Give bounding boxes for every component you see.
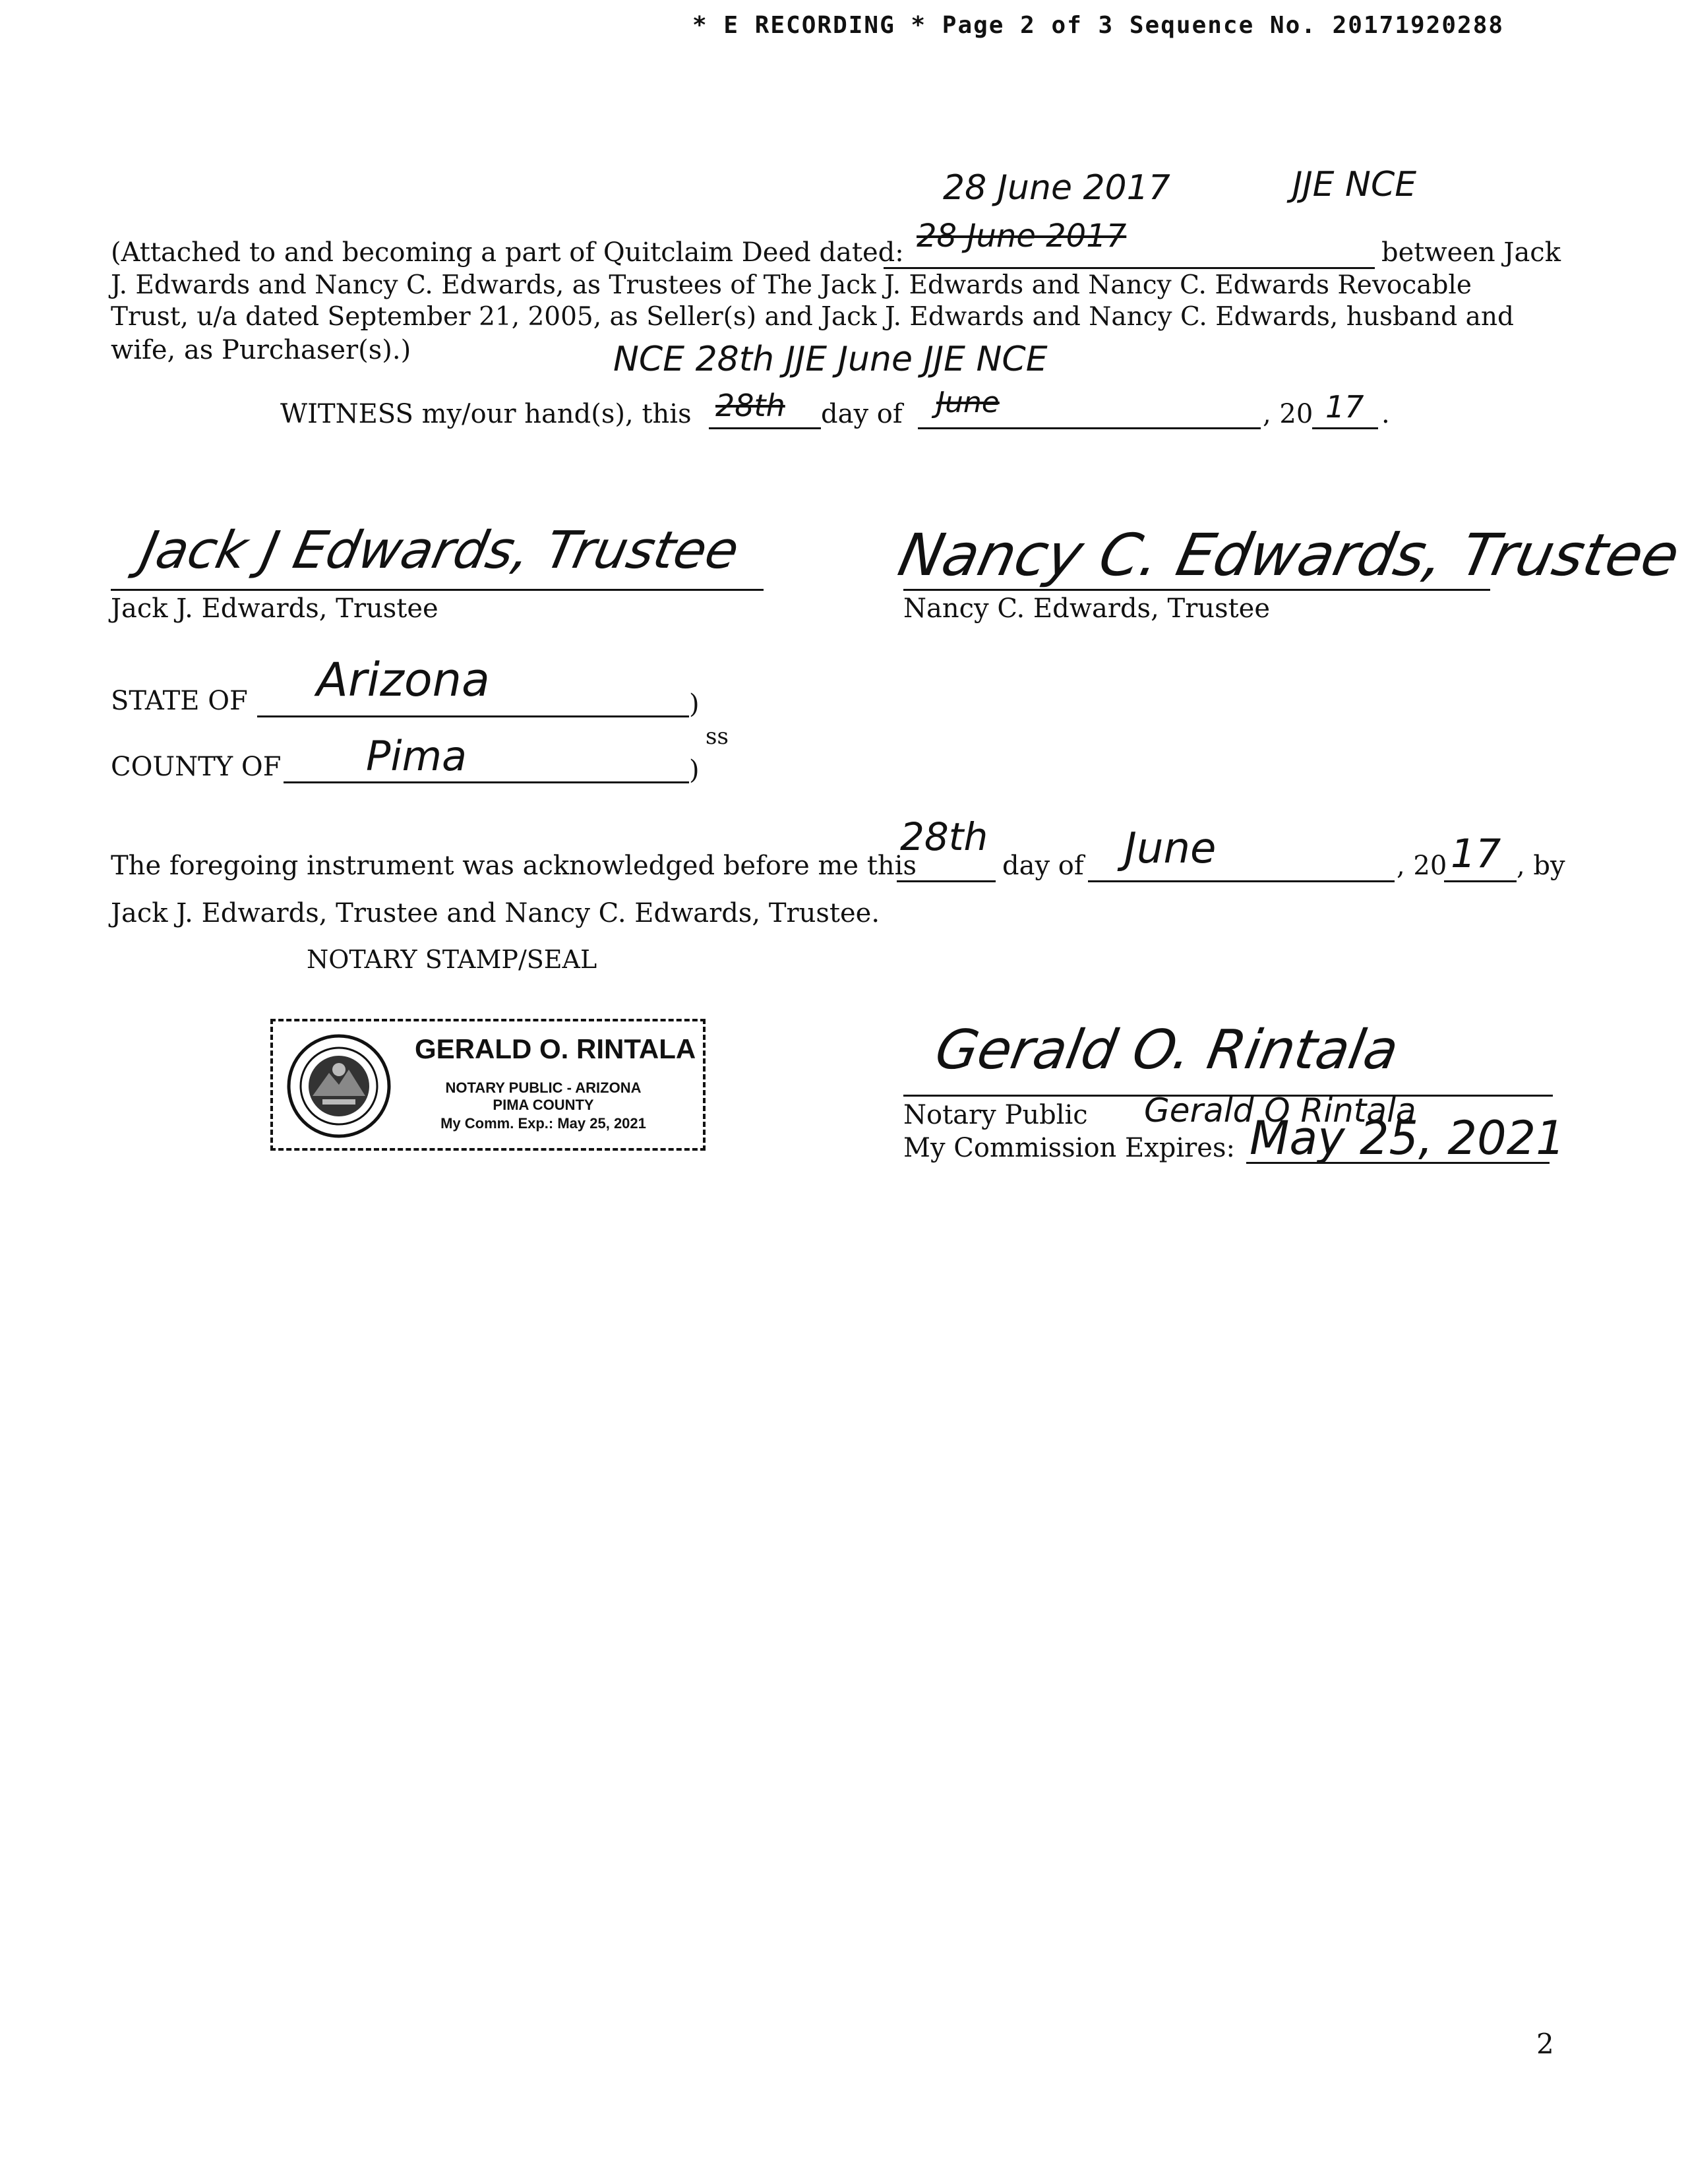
county-paren: ) — [689, 755, 700, 785]
witness-day-struck: 28th — [715, 388, 785, 423]
witness-month-struck: June — [936, 386, 1000, 419]
handwritten-initials-above: JJE NCE — [1292, 165, 1417, 204]
stamp-name: GERALD O. RINTALA — [415, 1033, 696, 1064]
ack-month-line — [1088, 880, 1395, 882]
recording-header: * E RECORDING * Page 2 of 3 Sequence No. 20171920288 — [692, 12, 1505, 39]
jack-signature-line — [111, 589, 764, 591]
arizona-seal-icon — [286, 1033, 392, 1139]
stamp-line-1: NOTARY PUBLIC - ARIZONA — [445, 1079, 642, 1096]
ack-year-prefix: , 20 — [1397, 851, 1447, 881]
stamp-line-3: My Comm. Exp.: May 25, 2021 — [440, 1115, 646, 1132]
handwritten-initials-line: NCE 28th JJE June JJE NCE — [613, 340, 1048, 379]
nancy-signature-line — [903, 589, 1490, 591]
witness-day-line — [709, 427, 821, 429]
handwritten-date-struck: 28 June 2017 — [917, 218, 1127, 255]
ack-by: , by — [1517, 851, 1565, 881]
stamp-seal-label: NOTARY STAMP/SEAL — [307, 945, 597, 974]
attached-line-4: wife, as Purchaser(s).) — [111, 335, 411, 365]
deed-date-line — [884, 267, 1375, 269]
ack-day-line — [897, 880, 996, 882]
county-label: COUNTY OF — [111, 752, 282, 782]
county-line — [284, 781, 689, 783]
notary-signature: Gerald O. Rintala — [930, 1019, 1403, 1081]
ack-month: June — [1124, 824, 1217, 873]
nancy-signature: Nancy C. Edwards, Trustee — [893, 521, 1686, 589]
witness-end: . — [1381, 399, 1390, 429]
state-line — [257, 715, 689, 717]
witness-year-line — [1312, 427, 1378, 429]
state-value: Arizona — [316, 653, 490, 707]
commission-label: My Commission Expires: — [903, 1133, 1235, 1163]
notary-printed-name: Gerald O Rintala — [1144, 1091, 1416, 1130]
commission-date: May 25, 2021 — [1250, 1111, 1565, 1165]
notary-public-label: Notary Public — [903, 1100, 1088, 1130]
jack-signature: Jack J Edwards, Trustee — [135, 521, 744, 580]
attached-prefix: (Attached to and becoming a part of Quitclaim Deed dated: — [111, 237, 904, 268]
ack-day: 28th — [900, 814, 988, 859]
witness-prefix: WITNESS my/our hand(s), this — [280, 399, 692, 429]
witness-day-of: day of — [821, 399, 903, 429]
county-value: Pima — [366, 732, 467, 780]
ack-prefix: The foregoing instrument was acknowledged before me this — [111, 851, 917, 881]
attached-suffix: between Jack — [1381, 237, 1561, 268]
state-label: STATE OF — [111, 686, 248, 716]
ack-day-of: day of — [1002, 851, 1084, 881]
state-paren: ) — [689, 689, 700, 719]
ack-year: 17 — [1451, 831, 1501, 877]
nancy-label: Nancy C. Edwards, Trustee — [903, 593, 1271, 624]
jack-label: Jack J. Edwards, Trustee — [111, 593, 438, 624]
attached-line-3: Trust, u/a dated September 21, 2005, as Seller(s) and Jack J. Edwards and Nancy C. Edwards, husband and — [111, 302, 1514, 332]
witness-year: 17 — [1325, 389, 1364, 425]
notary-stamp — [270, 1019, 706, 1151]
ss-label: ss — [706, 723, 729, 750]
ack-line-2: Jack J. Edwards, Trustee and Nancy C. Edwards, Trustee. — [111, 898, 880, 928]
witness-year-prefix: , 20 — [1263, 399, 1313, 429]
attached-line-2: J. Edwards and Nancy C. Edwards, as Trustees of The Jack J. Edwards and Nancy C. Edwards Revocable — [111, 270, 1472, 300]
stamp-line-2: PIMA COUNTY — [493, 1097, 594, 1113]
handwritten-date-above: 28 June 2017 — [943, 168, 1170, 208]
ack-year-line — [1444, 880, 1517, 882]
page-number: 2 — [1536, 2028, 1554, 2060]
witness-month-line — [918, 427, 1261, 429]
